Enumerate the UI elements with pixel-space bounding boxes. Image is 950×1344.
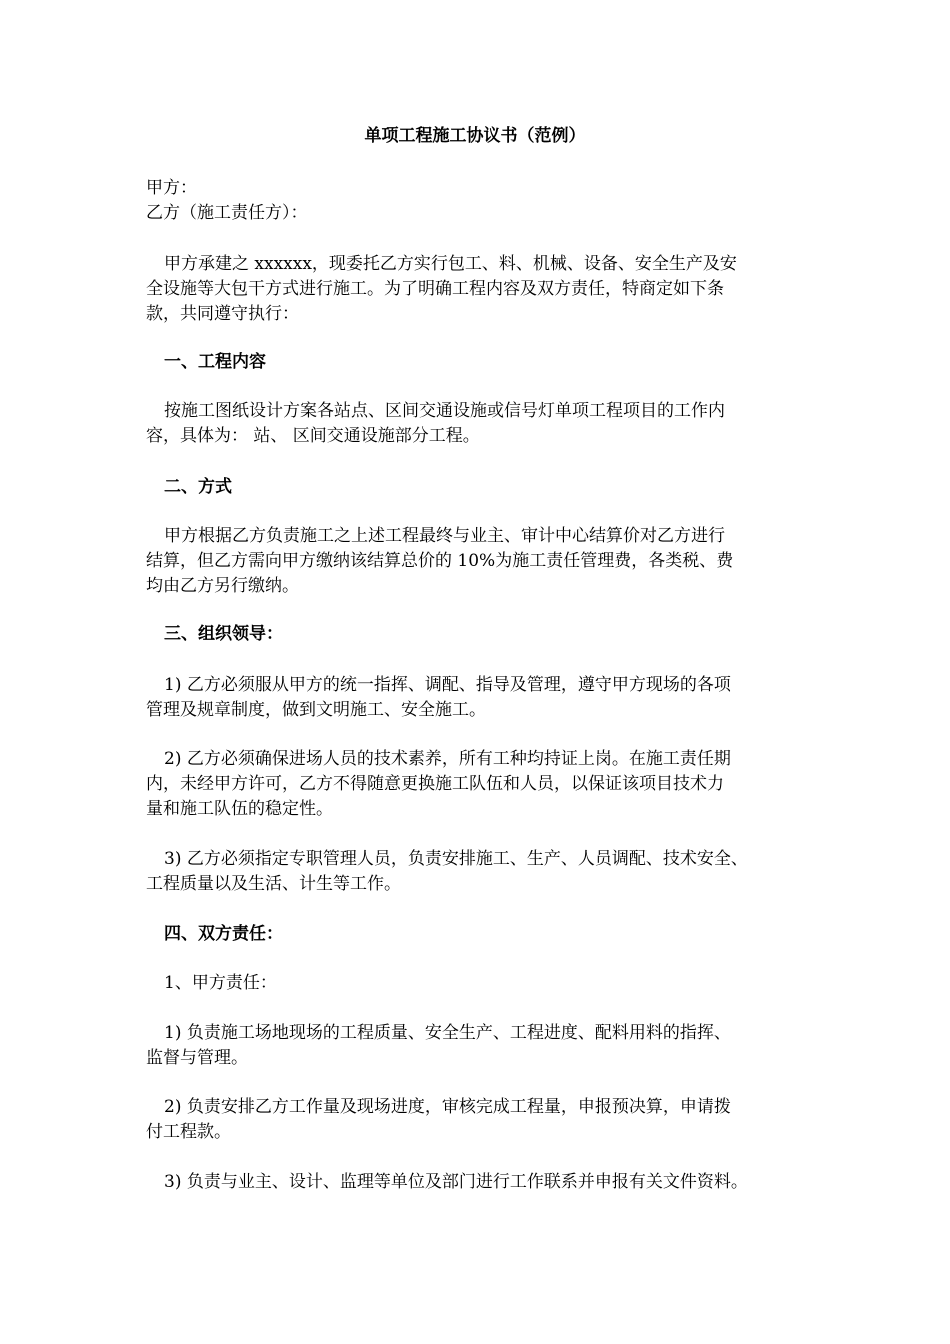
paragraph-line: 2) 负责安排乙方工作量及现场进度，审核完成工程量，申报预决算，申请拨 — [164, 1097, 731, 1117]
section-4-item-1 — [146, 1021, 818, 1071]
paragraph-line: 工程质量以及生活、计生等工作。 — [146, 874, 401, 894]
section-4-subheading — [146, 971, 818, 996]
section-heading-3: 三、组织领导： — [164, 624, 283, 644]
paragraph-line: 3) 乙方必须指定专职管理人员，负责安排施工、生产、人员调配、技术安全、 — [164, 849, 748, 869]
paragraph-line: 按施工图纸设计方案各站点、区间交通设施或信号灯单项工程项目的工作内 — [164, 401, 725, 421]
section-4-item-2 — [146, 1095, 818, 1145]
section-4-item-3 — [146, 1170, 818, 1195]
paragraph-line: 3) 负责与业主、设计、监理等单位及部门进行工作联系并申报有关文件资料。 — [164, 1172, 748, 1192]
section-3-item-3 — [146, 847, 818, 897]
section-2-paragraph — [146, 524, 818, 599]
paragraph-line: 均由乙方另行缴纳。 — [146, 576, 299, 596]
paragraph-line: 量和施工队伍的稳定性。 — [146, 799, 333, 819]
paragraph-line: 1) 负责施工场地现场的工程质量、安全生产、工程进度、配料用料的指挥、 — [164, 1023, 731, 1043]
document-title: 单项工程施工协议书（范例） — [364, 126, 586, 146]
section-heading-1: 一、工程内容 — [164, 352, 266, 372]
party-a-label: 甲方： — [146, 178, 197, 198]
subheading-line: 1、甲方责任： — [164, 973, 277, 993]
paragraph-line: 付工程款。 — [146, 1122, 231, 1142]
paragraph-line: 容，具体为： 站、 区间交通设施部分工程。 — [146, 426, 480, 446]
paragraph-line: 管理及规章制度，做到文明施工、安全施工。 — [146, 700, 486, 720]
paragraph-line: 2) 乙方必须确保进场人员的技术素养，所有工种均持证上岗。在施工责任期 — [164, 749, 731, 769]
section-3-item-1 — [146, 673, 818, 723]
paragraph-line: 监督与管理。 — [146, 1048, 248, 1068]
paragraph-line: 1) 乙方必须服从甲方的统一指挥、调配、指导及管理，遵守甲方现场的各项 — [164, 675, 731, 695]
section-heading-4: 四、双方责任： — [164, 924, 283, 944]
section-3-item-2 — [146, 747, 818, 822]
paragraph-line: 甲方根据乙方负责施工之上述工程最终与业主、审计中心结算价对乙方进行 — [164, 526, 725, 546]
party-b-label: 乙方（施工责任方）： — [146, 203, 308, 223]
parties-block — [146, 176, 818, 226]
intro-paragraph — [146, 252, 818, 327]
paragraph-line: 内，未经甲方许可，乙方不得随意更换施工队伍和人员，以保证该项目技术力 — [146, 774, 724, 794]
intro-line: 全设施等大包干方式进行施工。为了明确工程内容及双方责任，特商定如下条 — [146, 279, 724, 299]
intro-line: 甲方承建之 xxxxxx，现委托乙方实行包工、料、机械、设备、安全生产及安 — [164, 254, 737, 274]
section-1-paragraph — [146, 399, 818, 449]
paragraph-line: 结算，但乙方需向甲方缴纳该结算总价的 10%为施工责任管理费，各类税、费 — [146, 551, 734, 571]
section-heading-2: 二、方式 — [164, 477, 232, 497]
intro-line: 款，共同遵守执行： — [146, 304, 299, 324]
